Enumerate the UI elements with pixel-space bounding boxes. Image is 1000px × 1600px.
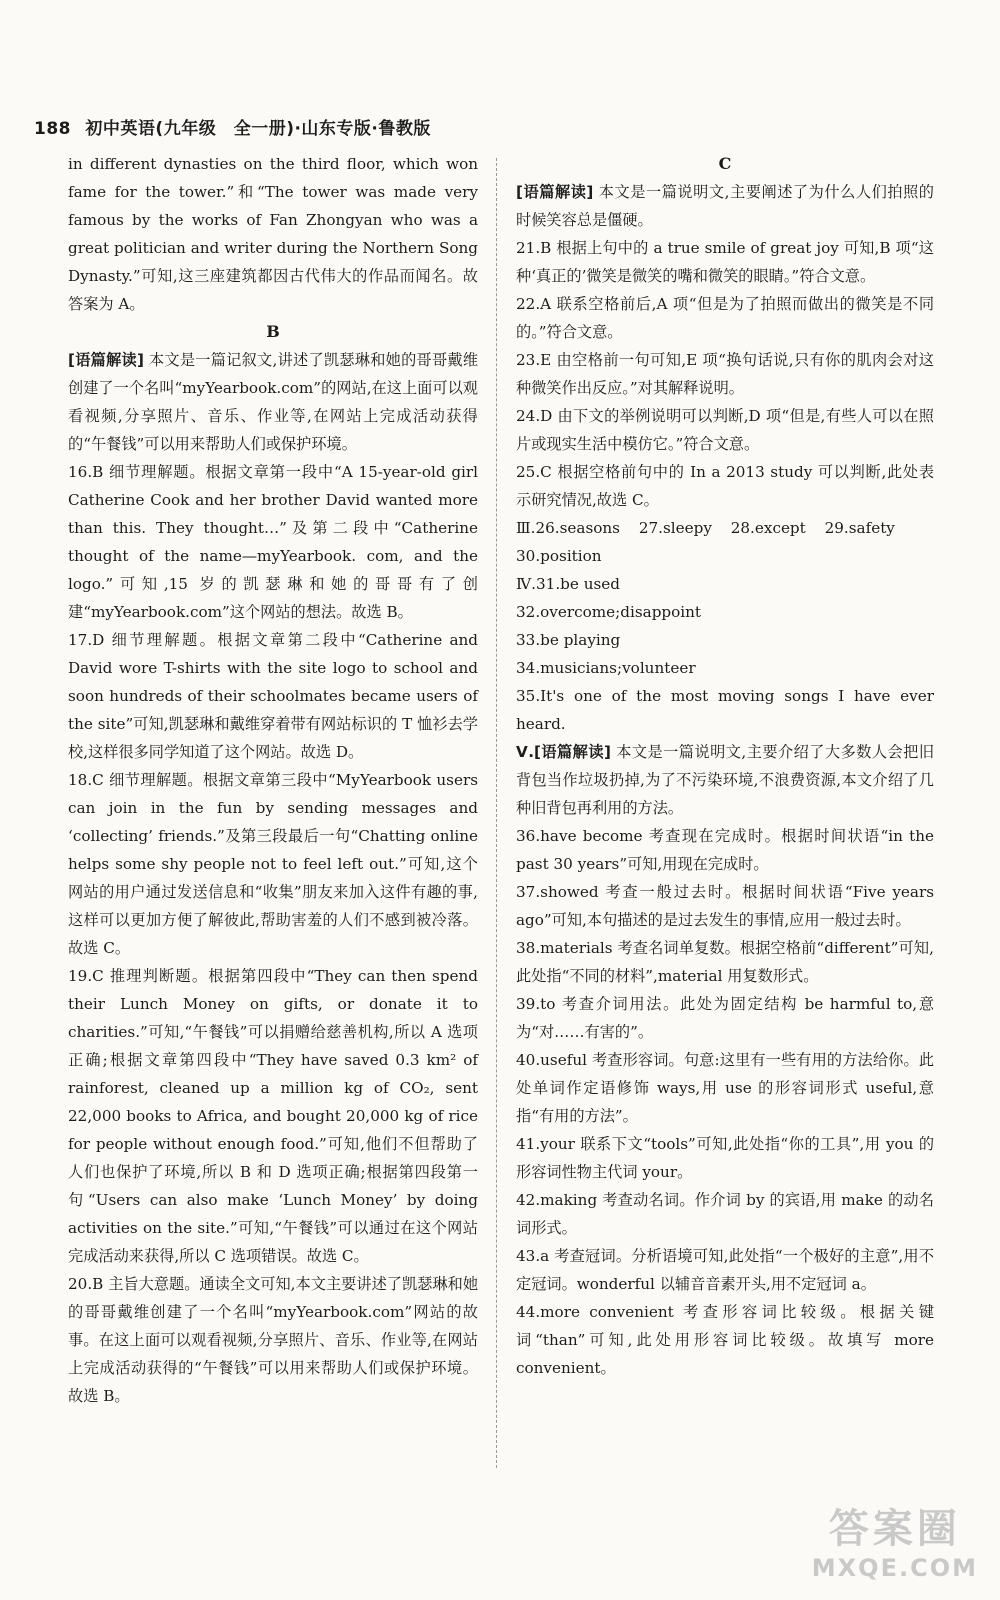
answer-41-number: 41.your bbox=[516, 1135, 575, 1153]
answer-39 bbox=[516, 990, 934, 1046]
book-title: 初中英语(九年级 全一册)·山东专版·鲁教版 bbox=[85, 119, 431, 139]
intro-paragraph: in different dynasties on the third floor, which won fame for the tower.”和“The tower was made very famous by the works of Fan Zhongyan who was a great politician and writer during the Northern Song Dynasty.”可知,这三座建筑都因古代伟大的作品而闻名。故答案为 A。 bbox=[68, 155, 478, 313]
answer-33: 33.be playing bbox=[516, 631, 621, 649]
answer-39-number: 39.to bbox=[516, 995, 556, 1013]
right-column bbox=[516, 150, 934, 1382]
answer-44-number: 44.more convenient bbox=[516, 1303, 674, 1321]
watermark-url: MXQE.COM bbox=[811, 1554, 978, 1582]
answer-16-text: 细节理解题。根据文章第一段中“A 15-year-old girl Catherine Cook and her brother David wanted more than this. They thought…”及第二段中“Catherine thought of the name—myYearbook. com, and the logo.”可知,15 岁的凯瑟琳和她的哥哥有了创建“myYearbook.com”这个网站的想法。故选 B。 bbox=[68, 463, 479, 621]
answer-41 bbox=[516, 1130, 934, 1186]
answer-18-number: 18.C bbox=[68, 771, 104, 789]
answer-38 bbox=[516, 934, 934, 990]
watermark-logo: 答案圈 bbox=[828, 1506, 961, 1552]
answer-42 bbox=[516, 1186, 934, 1242]
answer-43 bbox=[516, 1242, 934, 1298]
answer-18 bbox=[68, 766, 478, 962]
part-5-reading bbox=[516, 738, 934, 822]
reading-b-label: [语篇解读] bbox=[68, 351, 144, 369]
reading-c-text: 本文是一篇说明文,主要阐述了为什么人们拍照的时候笑容总是僵硬。 bbox=[516, 183, 934, 229]
answer-29: 29.safety bbox=[824, 519, 895, 537]
answer-16-number: 16.B bbox=[68, 463, 104, 481]
page-number: 188 bbox=[34, 119, 71, 139]
answer-42-text: 考查动名词。作介词 by 的宾语,用 make 的动名词形式。 bbox=[516, 1191, 934, 1237]
answer-21 bbox=[516, 234, 934, 290]
answer-32: 32.overcome;disappoint bbox=[516, 603, 702, 621]
column-divider bbox=[496, 158, 497, 1468]
answer-23 bbox=[516, 346, 934, 402]
answer-22-number: 22.A bbox=[516, 295, 552, 313]
answer-43-text: 考查冠词。分析语境可知,此处指“一个极好的主意”,用不定冠词。wonderful 以辅音音素开头,用不定冠词 a。 bbox=[516, 1247, 935, 1293]
answer-39-text: 考查介词用法。此处为固定结构 be harmful to,意为“对……有害的”。 bbox=[516, 995, 935, 1041]
answer-36-text: 考查现在完成时。根据时间状语“in the past 30 years”可知,用现在完成时。 bbox=[516, 827, 935, 873]
reading-c bbox=[516, 178, 934, 234]
part-5-text: 本文是一篇说明文,主要介绍了大多数人会把旧背包当作垃圾扔掉,为了不污染环境,不浪费资源,本文介绍了几种旧背包再利用的方法。 bbox=[516, 743, 935, 817]
answer-41-text: 联系下文“tools”可知,此处指“你的工具”,用 you 的形容词性物主代词 your。 bbox=[516, 1135, 935, 1181]
answer-36-number: 36.have become bbox=[516, 827, 643, 845]
answer-34: 34.musicians;volunteer bbox=[516, 659, 696, 677]
answer-21-text: 根据上句中的 a true smile of great joy 可知,B 项“这种‘真正的’微笑是微笑的嘴和微笑的眼睛。”符合文意。 bbox=[516, 239, 934, 285]
answer-19-number: 19.C bbox=[68, 967, 104, 985]
answer-40-number: 40.useful bbox=[516, 1051, 587, 1069]
answer-23-number: 23.E bbox=[516, 351, 552, 369]
answer-37 bbox=[516, 878, 934, 934]
answer-20-number: 20.B bbox=[68, 1275, 104, 1293]
answer-28: 28.except bbox=[730, 519, 806, 537]
part-3-answers bbox=[516, 514, 934, 542]
answer-43-number: 43.a bbox=[516, 1247, 550, 1265]
answer-24 bbox=[516, 402, 934, 458]
answer-22 bbox=[516, 290, 934, 346]
answer-17-number: 17.D bbox=[68, 631, 105, 649]
answer-19-text: 推理判断题。根据第四段中“They can then spend their Lunch Money on gifts, or donate it to charities.”可知,“午餐钱”可以捐赠给慈善机构,所以 A 选项正确;根据文章第四段中“They have saved 0.3 km² of rainforest, cleaned up a million kg of CO₂, sent 22,000 books to Africa, and bought 20,000 kg of rice for people without enough food.”可知,他们不但帮助了人们也保护了环境,所以 B 和 D 选项正确;根据第四段第一句“Users can also make ‘Lunch Money’ by doing activities on the site.”可知,“午餐钱”可以通过在这个网站完成活动来获得,所以 C 选项错误。故选 C。 bbox=[68, 967, 479, 1265]
answer-25-number: 25.C bbox=[516, 463, 552, 481]
answer-44-text: 考查形容词比较级。根据关键词“than”可知,此处用形容词比较级。故填写 more convenient。 bbox=[516, 1303, 935, 1377]
answer-18-text: 细节理解题。根据文章第三段中“MyYearbook users can join in the fun by sending messages and ‘collecting’ friends.”及第三段最后一句“Chatting online helps some shy people not to feel left out.”可知,这个网站的用户通过发送信息和“收集”朋友来加入这件有趣的事,这样可以更加方便了解彼此,帮助害羞的人们不感到被冷落。故选 C。 bbox=[68, 771, 479, 957]
answer-25 bbox=[516, 458, 934, 514]
answer-23-text: 由空格前一句可知,E 项“换句话说,只有你的肌肉会对这种微笑作出反应。”对其解释说明。 bbox=[516, 351, 934, 397]
answer-38-number: 38.materials bbox=[516, 939, 613, 957]
answer-22-text: 联系空格前后,A 项“但是为了拍照而做出的微笑是不同的。”符合文意。 bbox=[516, 295, 935, 341]
answer-35: 35.It's one of the most moving songs I have ever heard. bbox=[516, 687, 934, 733]
answer-38-text: 考查名词单复数。根据空格前“different”可知,此处指“不同的材料”,material 用复数形式。 bbox=[516, 939, 934, 985]
answer-37-number: 37.showed bbox=[516, 883, 599, 901]
answer-37-text: 考查一般过去时。根据时间状语“Five years ago”可知,本句描述的是过去发生的事情,应用一般过去时。 bbox=[516, 883, 934, 929]
section-heading-b: B bbox=[266, 322, 280, 341]
answer-26: Ⅲ.26.seasons bbox=[516, 519, 620, 537]
answer-40-text: 考查形容词。句意:这里有一些有用的方法给你。此处单词作定语修饰 ways,用 use 的形容词形式 useful,意指“有用的方法”。 bbox=[516, 1051, 935, 1125]
answer-17 bbox=[68, 626, 478, 766]
site-watermark bbox=[812, 1497, 978, 1582]
answer-19 bbox=[68, 962, 478, 1270]
answer-42-number: 42.making bbox=[516, 1191, 598, 1209]
page-header bbox=[34, 114, 974, 139]
answer-24-text: 由下文的举例说明可以判断,D 项“但是,有些人可以在照片或现实生活中模仿它。”符合文意。 bbox=[516, 407, 934, 453]
reading-b bbox=[68, 346, 478, 458]
answer-24-number: 24.D bbox=[516, 407, 553, 425]
reading-c-label: [语篇解读] bbox=[516, 183, 594, 201]
answer-20 bbox=[68, 1270, 478, 1410]
section-heading-c: C bbox=[718, 154, 732, 173]
answer-21-number: 21.B bbox=[516, 239, 552, 257]
reading-b-text: 本文是一篇记叙文,讲述了凯瑟琳和她的哥哥戴维创建了一个名叫“myYearbook.com”的网站,在这上面可以观看视频,分享照片、音乐、作业等,在网站上完成活动获得的“午餐钱”可以用来帮助人们或保护环境。 bbox=[68, 351, 479, 453]
answer-30: 30.position bbox=[516, 547, 602, 565]
answer-16 bbox=[68, 458, 478, 626]
left-column bbox=[68, 150, 478, 1410]
answer-44 bbox=[516, 1298, 934, 1382]
answer-36 bbox=[516, 822, 934, 878]
answer-17-text: 细节理解题。根据文章第二段中“Catherine and David wore T-shirts with the site logo to school and soon hundreds of their schoolmates became users of the site”可知,凯瑟琳和戴维穿着带有网站标识的 T 恤衫去学校,这样很多同学知道了这个网站。故选 D。 bbox=[68, 631, 478, 761]
answer-40 bbox=[516, 1046, 934, 1130]
answer-27: 27.sleepy bbox=[638, 519, 712, 537]
answer-25-text: 根据空格前句中的 In a 2013 study 可以判断,此处表示研究情况,故选 C。 bbox=[516, 463, 935, 509]
answer-20-text: 主旨大意题。通读全文可知,本文主要讲述了凯瑟琳和她的哥哥戴维创建了一个名叫“myYearbook.com”网站的故事。在这上面可以观看视频,分享照片、音乐、作业等,在网站上完成活动获得的“午餐钱”可以用来帮助人们或保护环境。故选 B。 bbox=[68, 1275, 479, 1405]
answer-31: Ⅳ.31.be used bbox=[516, 575, 620, 593]
part-5-label: Ⅴ.[语篇解读] bbox=[516, 743, 611, 761]
